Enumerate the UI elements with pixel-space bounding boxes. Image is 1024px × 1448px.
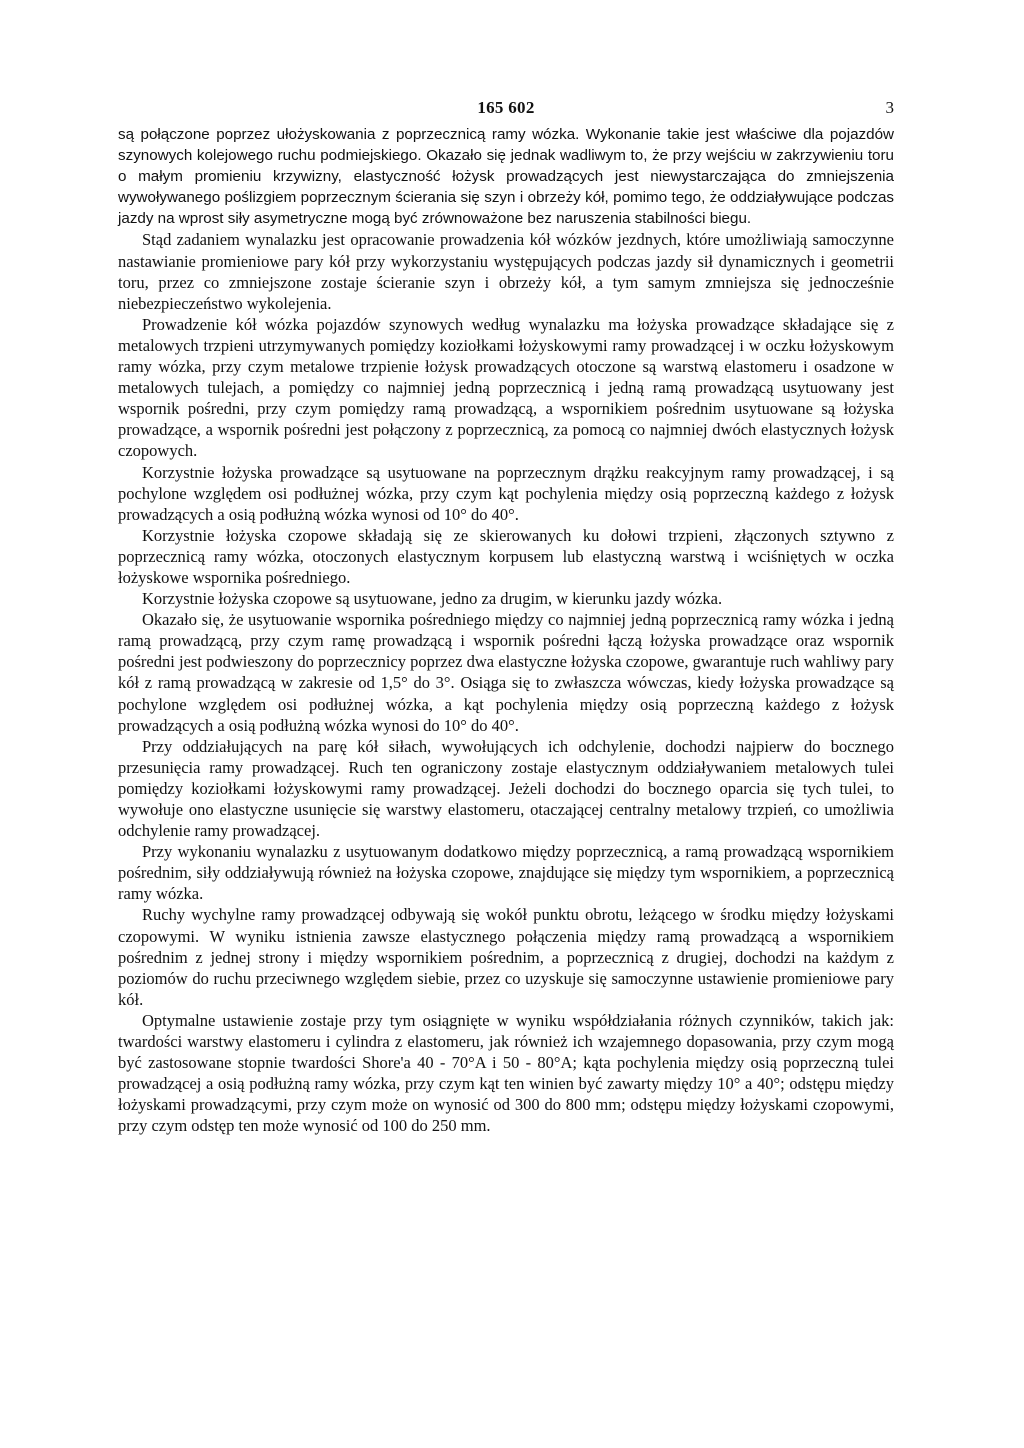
paragraph: Ruchy wychylne ramy prowadzącej odbywają się wokół punktu obrotu, leżącego w środku między łożyskami czopowymi. W wyniku istnienia zawsze elastycznego połączenia między ramą prowadzącą a wspornikiem pośrednim z jednej strony i między wspornikiem pośrednim, a poprzecznicą z drugiej, dochodzi na każdym z poziomów do ruchu przeciwnego względem siebie, przez co uzyskuje się samoczynne ustawienie promieniowe pary kół. [118,905,894,1009]
paragraph: Stąd zadaniem wynalazku jest opracowanie prowadzenia kół wózków jezdnych, które umożliwiają samoczynne nastawianie promieniowe pary kół przy wykorzystaniu występujących podczas jazdy sił dynamicznych i geometrii toru, przez co zmniejszone zostaje ścieranie szyn i obrzeży kół, a tym samym zmniejsza się jednocześnie niebezpieczeństwo wykolejenia. [118,230,894,313]
body-text [118,124,894,1137]
document-page [118,98,894,1137]
paragraph: Korzystnie łożyska czopowe składają się ze skierowanych ku dołowi trzpieni, złączonych sztywno z poprzecznicą ramy wózka, otoczonych elastycznym korpusem lub elastyczną warstwą i wciśniętych w oczka łożyskowe wspornika pośredniego. [118,525,894,587]
paragraph: Korzystnie łożyska czopowe są usytuowane, jedno za drugim, w kierunku jazdy wózka. [142,589,723,609]
page-header [118,98,894,124]
paragraph: Przy oddziałujących na parę kół siłach, wywołujących ich odchylenie, dochodzi najpierw do bocznego przesunięcia ramy prowadzącej. Ruch ten ograniczony zostaje elastycznym oddziaływaniem metalowych tulei pomiędzy koziołkami łożyskowymi ramy prowadzącej. Jeżeli dochodzi do bocznego oparcia się tych tulei, to wywołuje ono elastyczne usunięcie się warstwy elastomeru, otaczającej centralny metalowy trzpień, co umożliwia odchylenie ramy prowadzącej. [118,736,894,841]
paragraph: Okazało się, że usytuowanie wspornika pośredniego między co najmniej jedną poprzecznicą ramy wózka i jedną ramą prowadzącą, przy czym ramę prowadzącą i wspornik pośredni łączą łożyska prowadzące oraz wspornik pośredni jest podwieszony do poprzecznicy poprzez dwa elastyczne łożyska czopowe, gwarantuje ruch wahliwy pary kół z ramą prowadzącą w zakresie od 1,5° do 3°. Osiąga się to zwłaszcza wówczas, kiedy łożyska prowadzące są pochylone względem osi podłużnej wózka, a kąt pochylenia między osią poprzeczną każdego z łożysk prowadzących a osią podłużną wózka wynosi do 10° do 40°. [118,610,894,735]
patent-number: 165 602 [477,98,535,117]
paragraph: Korzystnie łożyska prowadzące są usytuowane na poprzecznym drążku reakcyjnym ramy prowadzącej, i są pochylone względem osi podłużnej wózka, przy czym kąt pochylenia między osią poprzeczną każdego z łożysk prowadzących a osią podłużną wózka wynosi od 10° do 40°. [118,462,894,524]
paragraph: Optymalne ustawienie zostaje przy tym osiągnięte w wyniku współdziałania różnych czynników, takich jak: twardości warstwy elastomeru i cylindra z elastomeru, jak również ich wzajemnego dopasowania, przy czym mogą być zastosowane stopnie twardości Shore'a 40 - 70°A i 50 - 80°A; kąta pochylenia między osią poprzeczną tulei prowadzącej a osią podłużną ramy wózka, przy czym kąt ten winien być zawarty między 10° a 40°; odstępu między łożyskami prowadzącymi, przy czym może on wynosić od 300 do 800 mm; odstępu między łożyskami czopowymi, przy czym odstęp ten może wynosić od 100 do 250 mm. [118,1010,894,1136]
paragraph: Przy wykonaniu wynalazku z usytuowanym dodatkowo między poprzecznicą, a ramą prowadzącą wspornikiem pośrednim, siły oddziaływują również na łożyska czopowe, znajdujące się między tym wspornikiem, a poprzecznicą ramy wózka. [118,842,894,904]
page-number: 3 [885,98,894,117]
paragraph: Prowadzenie kół wózka pojazdów szynowych według wynalazku ma łożyska prowadzące składające się z metalowych trzpieni utrzymywanych pomiędzy koziołkami łożyskowymi ramy prowadzącej i w oczku łożyskowym ramy wózka, przy czym metalowe trzpienie łożysk prowadzących otoczone są warstwą elastomeru i osadzone w metalowych tulejach, a pomiędzy co najmniej jedną poprzecznicą i jedną ramą prowadzącą usytuowany jest wspornik pośredni, przy czym pomiędzy ramą prowadzącą, a wspornikiem pośrednim usytuowane są łożyska prowadzące, a wspornik pośredni jest połączony z poprzecznicą, za pomocą co najmniej dwóch elastycznych łożysk czopowych. [118,314,894,461]
paragraph: są połączone poprzez ułożyskowania z poprzecznicą ramy wózka. Wykonanie takie jest właściwe dla pojazdów szynowych kolejowego ruchu podmiejskiego. Okazało się jednak wadliwym to, że przy wejściu w zakrzywieniu toru o małym promieniu krzywizny, elastyczność łożysk prowadzących jest niewystarczająca do zmniejszenia wywoływanego poślizgiem poprzecznym ścierania się szyn i obrzeży kół, pomimo tego, że oddziaływujące podczas jazdy na wprost siły asymetryczne mogą być zrównoważone bez naruszenia stabilności biegu. [118,126,894,228]
